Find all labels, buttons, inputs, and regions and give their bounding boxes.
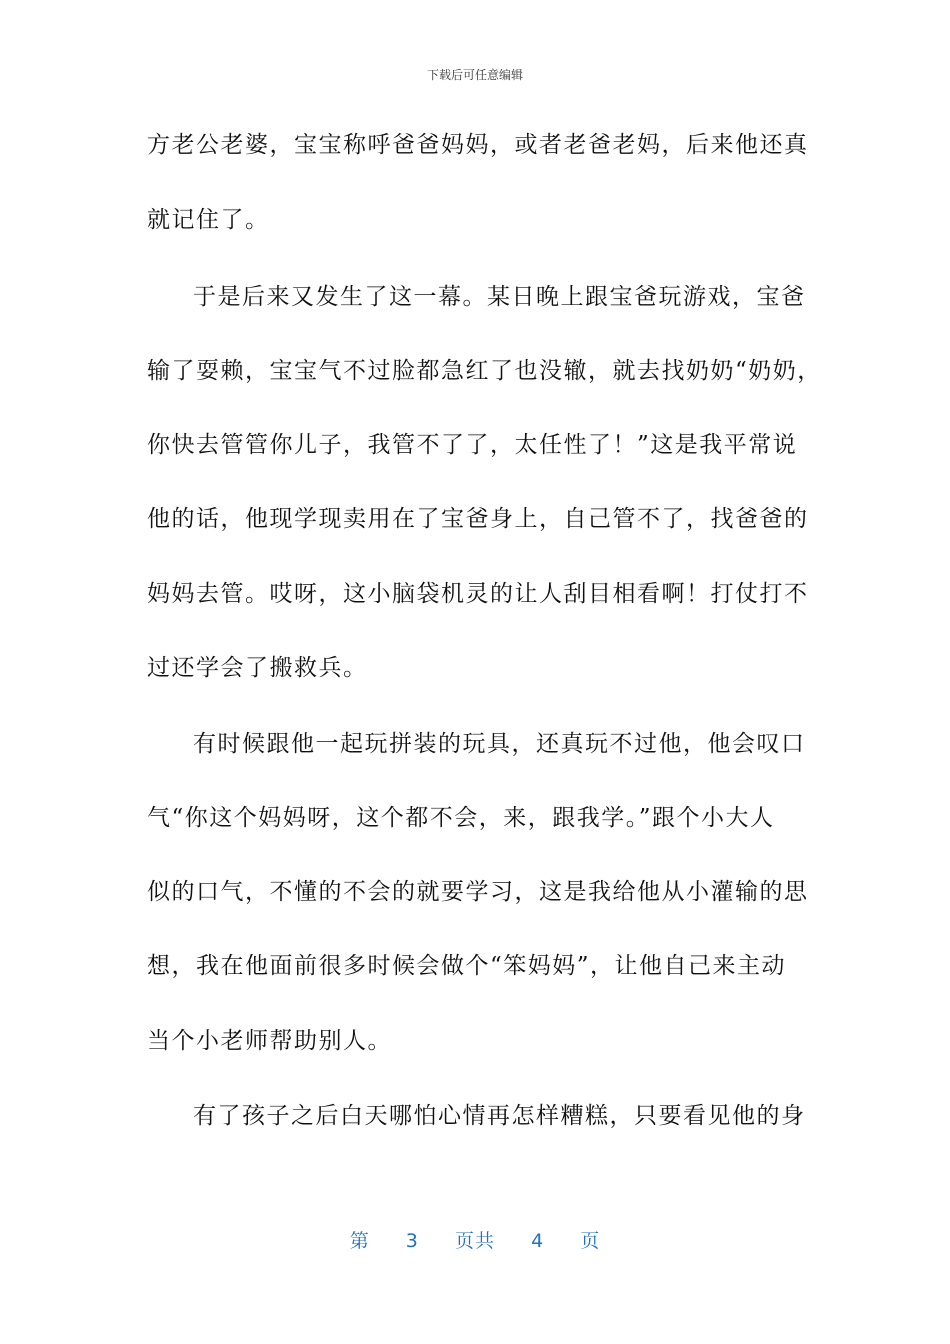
text-line: 有时候跟他一起玩拼装的玩具，还真玩不过他，他会叹口 [193,731,806,757]
text-line: 似的口气，不懂的不会的就要学习，这是我给他从小灌输的思 [147,879,809,905]
text-line: 你快去管管你儿子，我管不了了，太任性了！”这是我平常说 [147,432,798,458]
text-line: 于是后来又发生了这一幕。某日晚上跟宝爸玩游戏，宝爸 [193,284,806,310]
text-line: 输了耍赖，宝宝气不过脸都急红了也没辙，就去找奶奶“奶奶， [147,358,822,384]
page-label-middle: 页共 [454,1230,495,1252]
header-note: 下载后可任意编辑 [426,68,523,82]
text-line: 想，我在他面前很多时候会做个“笨妈妈”，让他自己来主动 [147,953,787,979]
current-page-number: 3 [405,1230,419,1252]
text-line: 过还学会了搬救兵。 [147,655,368,681]
text-line: 当个小老师帮助别人。 [147,1028,392,1054]
text-line: 就记住了。 [147,207,270,233]
page-footer [0,1226,950,1253]
text-line: 他的话，他现学现卖用在了宝爸身上，自己管不了，找爸爸的 [147,506,809,532]
text-line: 妈妈去管。哎呀，这小脑袋机灵的让人刮目相看啊！打仗打不 [147,581,809,607]
text-line: 方老公老婆，宝宝称呼爸爸妈妈，或者老爸老妈，后来他还真 [147,132,809,158]
total-pages-number: 4 [531,1230,545,1252]
page-label-prefix: 第 [349,1230,370,1252]
text-line: 有了孩子之后白天哪怕心情再怎样糟糕，只要看见他的身 [193,1103,806,1129]
text-line: 气“你这个妈妈呀，这个都不会，来，跟我学。”跟个小大人 [147,805,775,831]
page-label-suffix: 页 [580,1230,601,1252]
